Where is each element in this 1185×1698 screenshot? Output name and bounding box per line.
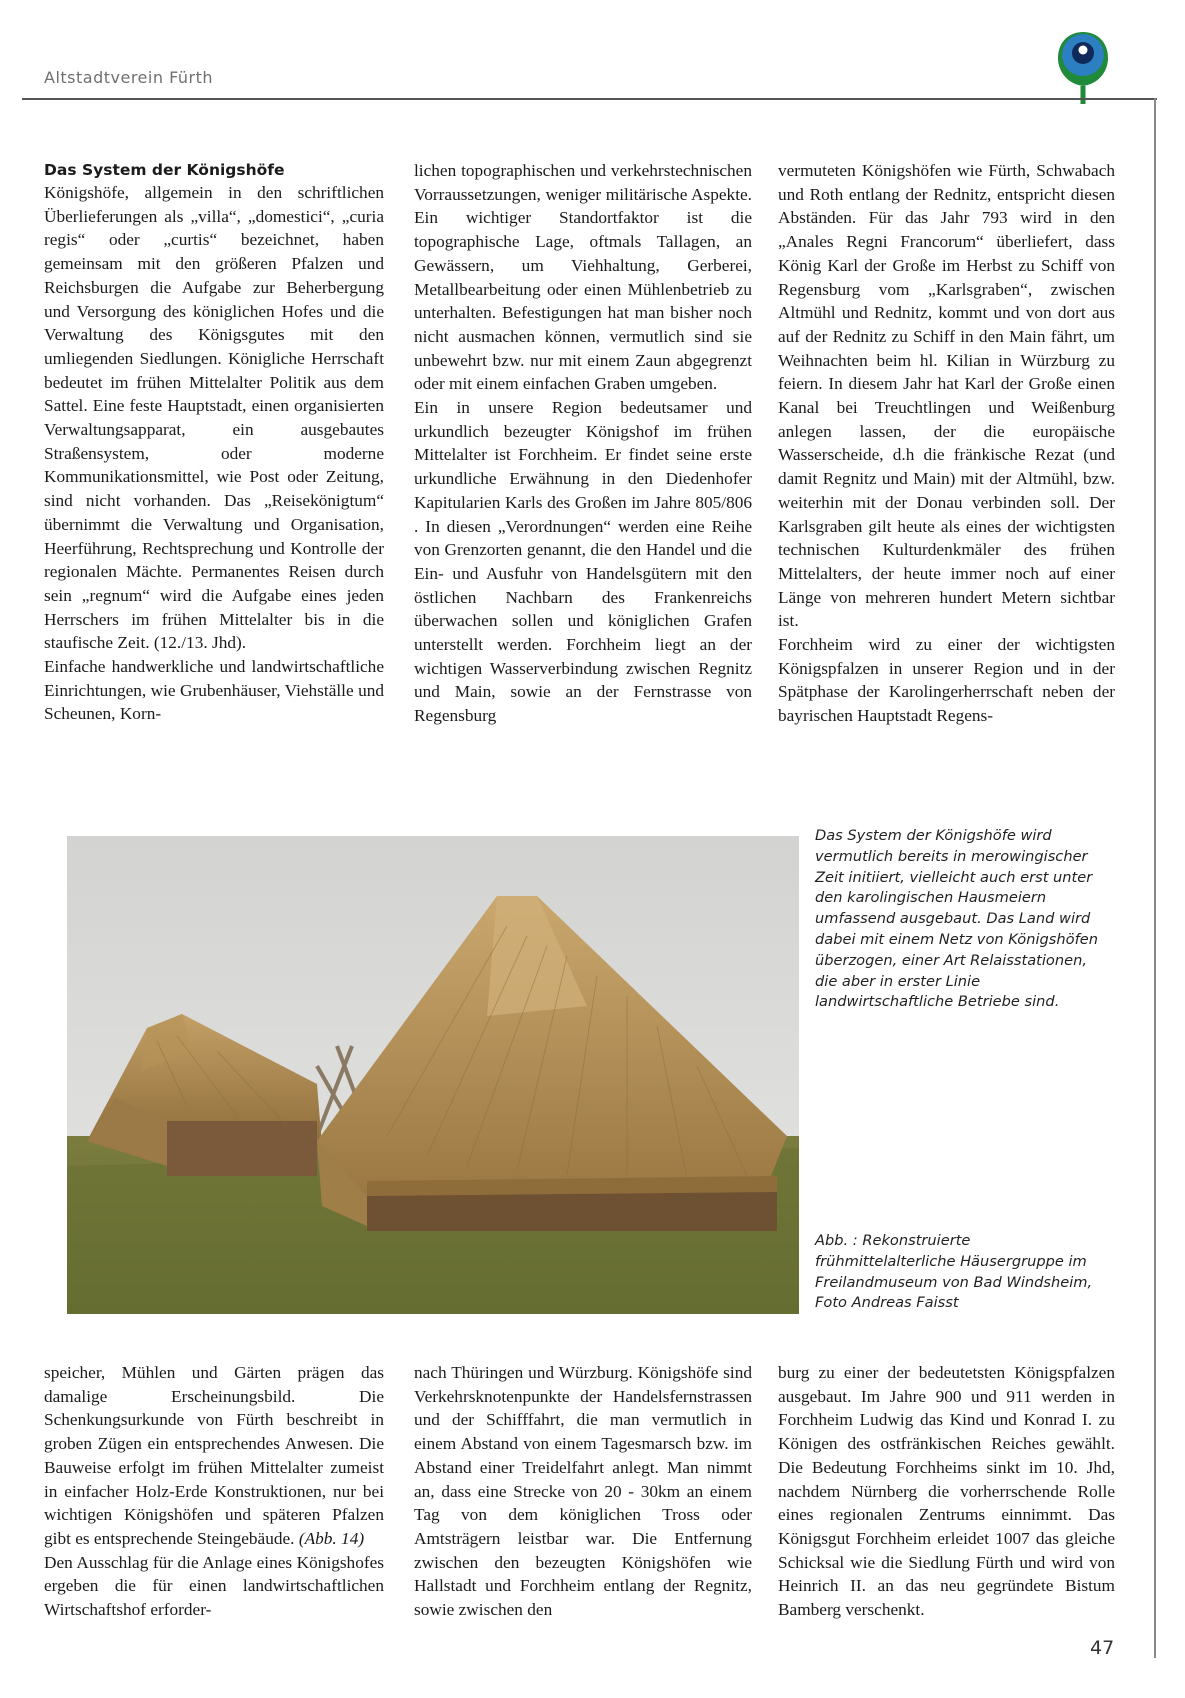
paragraph: burg zu einer der bedeutetsten Königspfalzen ausgebaut. Im Jahre 900 und 911 werden in Forchheim Ludwig das Kind und Konrad I. zu Königen des ostfränkischen Reiches gewählt. Die Bedeutung Forchheims sinkt im 10. Jhd, nachdem Nürnberg die vorherrschende Rolle eines regionalen Zentrums einnimmt. Das Königsgut Forchheim erleidet 1007 das gleiche Schicksal wie die Siedlung Fürth und wird von Heinrich II. an das neu gegründete Bistum Bamberg verschenkt. [778, 1363, 1115, 1620]
photo-caption: Abb. : Rekonstruierte frühmittelalterliche Häusergruppe im Freilandmuseum von Bad Windsheim, Foto Andreas Faisst [815, 1232, 1093, 1312]
photo-illustration [67, 836, 799, 1314]
column-2-bottom [414, 1361, 752, 1622]
paragraph: Einfache handwerkliche und landwirtschaftliche Einrichtungen, wie Grubenhäuser, Viehställe und Scheunen, Korn- [44, 657, 384, 724]
side-note-caption: Das System der Königshöfe wird vermutlich bereits in merowingischer Zeit initiiert, vielleicht auch erst unter den karolingischen Hausmeiern umfassend ausgebaut. Das Land wird dabei mit einem Netz von Königshöfen überzogen, einer Art Relaisstationen, die aber in erster Linie landwirtschaftliche Betriebe sind. [815, 827, 1098, 1011]
paragraph: Königshöfe, allgemein in den schriftlichen Überlieferungen als „villa“, „domestici“, „curia regis“ oder „curtis“ bezeichnet, haben gemeinsam mit den größeren Pfalzen und Reichsburgen die Aufgabe zur Beherbergung und Versorgung des königlichen Hofes und die Verwaltung des Königsgutes mit den umliegenden Siedlungen. Königliche Herrschaft bedeutet im frühen Mittelalter Politik aus dem Sattel. Eine feste Hauptstadt, einen organisierten Verwaltungsapparat, ein ausgebautes Straßensystem, oder moderne Kommunikationsmittel, wie Post oder Zeitung, sind nicht vorhanden. Das „Reisekönigtum“ übernimmt die Verwaltung und Organisation, Heerführung, Rechtsprechung und Kontrolle der regionalen Mächte. Permanentes Reisen durch sein „regnum“ wird die Aufgabe eines jeden Herrschers im frühen Mittelalter bis in die staufische Zeit. (12./13. Jhd). [44, 183, 384, 653]
paragraph: nach Thüringen und Würzburg. Königshöfe sind Verkehrsknotenpunkte der Handelsfernstrassen und der Schifffahrt, die man vermutlich in einem Abstand von einem Tagesmarsch bzw. im Abstand einer Treidelfahrt anlegt. Man nimmt an, dass eine Strecke von 20 - 30km an einem Tag von dem königlichen Tross oder Amtsträgern leistbar war. Die Entfernung zwischen den bezeugten Königshöfen wie Hallstadt und Forchheim entlang der Regnitz, sowie zwischen den [414, 1363, 752, 1620]
column-2-top [414, 159, 752, 728]
header-title: Altstadtverein Fürth [44, 68, 214, 87]
column-3-bottom [778, 1361, 1115, 1622]
thatched-houses-photo [67, 836, 799, 1314]
section-title: Das System der Königshöfe [44, 161, 285, 179]
paragraph: Ein in unsere Region bedeutsamer und urkundlich bezeugter Königshof im frühen Mittelalter ist Forchheim. Er findet seine erste urkundliche Erwähnung in den Diedenhofer Kapitularien Karls des Großen im Jahre 805/806 . In diesen „Verordnungen“ werden eine Reihe von Grenzorten genannt, die den Handel und die Ein- und Ausfuhr von Handelsgütern mit den östlichen Nachbarn des Frankenreichs überwachen sollen und königlichen Grafen unterstellt werden. Forchheim liegt an der wichtigen Wasserverbindung zwischen Regnitz und Main, sowie an der Fernstrasse von Regensburg [414, 398, 752, 726]
page-number: 47 [1090, 1637, 1115, 1659]
page-edge-rule [1154, 98, 1156, 1658]
paragraph: Forchheim wird zu einer der wichtigsten Königspfalzen in unserer Region und in der Spätphase der Karolingerherrschaft neben der bayrischen Hauptstadt Regens- [778, 635, 1115, 726]
paragraph: Den Ausschlag für die Anlage eines Königshofes ergeben die für einen landwirtschaftlichen Wirtschaftshof erforder- [44, 1552, 384, 1620]
header-rule [22, 98, 1157, 100]
figure-reference: (Abb. 14) [298, 1528, 365, 1548]
society-emblem-icon [1052, 28, 1114, 104]
paragraph [44, 1361, 384, 1551]
column-3-top [778, 159, 1115, 728]
column-1-bottom [44, 1361, 384, 1622]
paragraph: lichen topographischen und verkehrstechnischen Vorraussetzungen, weniger militärische Aspekte. Ein wichtiger Standortfaktor ist die topographische Lage, oftmals Tallagen, an Gewässern, um Viehhaltung, Gerberei, Metallbearbeitung oder einen Mühlenbetrieb zu unterhalten. Befestigungen hat man bisher noch nicht ausmachen können, vermutlich sind sie unbewehrt bzw. nur mit einem Zaun abgegrenzt oder mit einem einfachen Graben umgeben. [414, 161, 752, 394]
paragraph: vermuteten Königshöfen wie Fürth, Schwabach und Roth entlang der Rednitz, entspricht diesen Abständen. Für das Jahr 793 wird in den „Anales Regni Francorum“ überliefert, dass König Karl der Große im Herbst zu Schiff von Regensburg vom „Karlsgraben“, zwischen Altmühl und Rednitz, kommt und von dort aus auf der Rednitz zu Schiff in den Main fährt, um Weihnachten beim hl. Kilian in Würzburg zu feiern. In diesem Jahr hat Karl der Große einen Kanal bei Treuchtlingen und Weißenburg anlegen lassen, der die europäische Wasserscheide, d.h die fränkische Rezat (und damit Regnitz und Main) mit der Altmühl, bzw. weiterhin mit der Donau verbinden soll. Der Karlsgraben gilt heute als eines der wichtigsten technischen Kulturdenkmäler des frühen Mittelalters, der heute immer noch auf einer Länge von mehreren hundert Metern sichtbar ist. [778, 161, 1115, 631]
paragraph-text: speicher, Mühlen und Gärten prägen das damalige Erscheinungsbild. Die Schenkungsurkunde von Fürth beschreibt in groben Zügen ein entsprechendes Anwesen. Die Bauweise erfolgt im frühen Mittelalter zumeist in einfacher Holz-Erde Konstruktionen, nur bei wichtigen Königshöfen und späteren Pfalzen gibt es entsprechende Steingebäude. [44, 1363, 384, 1548]
column-1-top [44, 159, 384, 726]
